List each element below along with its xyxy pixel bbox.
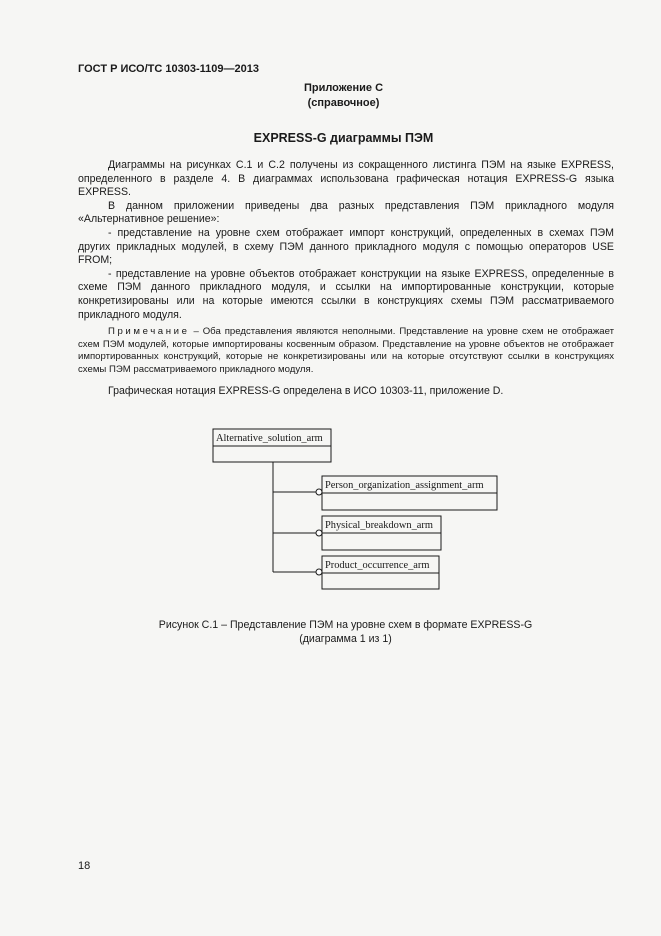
schema-box-imported [273, 476, 497, 510]
schema-label: Physical_breakdown_arm [325, 520, 433, 531]
paragraph: В данном приложении приведены два разных представления ПЭМ прикладного модуля «Альтернативное решение»: [78, 199, 614, 226]
use-from-circle-icon [316, 530, 322, 536]
note-label: Примечание [108, 326, 190, 337]
caption-line: (диаграмма 1 из 1) [299, 632, 392, 645]
standard-header: ГОСТ Р ИСО/ТС 10303-1109—2013 [78, 63, 259, 75]
annex-status: (справочное) [307, 97, 380, 109]
schema-box-imported [273, 516, 441, 550]
note-text: – Оба представления являются неполными. Представление на уровне схем не отображает схем ПЭМ модулей, которые импортированы косвенным образом. Представление на уровне объектов не отображает импортированных конструкций, которые не конкретизированы или на которые отсутствуют ссылки в конструкциях схемы ПЭМ рассматриваемого прикладного модуля. [78, 326, 614, 376]
schema-box-imported [273, 556, 439, 589]
figure-caption [0, 619, 661, 646]
paragraph: - представление на уровне схем отображает импорт конструкций, определенных в схемах ПЭМ других прикладных модулей, в схему ПЭМ данного прикладного модуля с помощью операторов USE FROM; [78, 226, 614, 267]
annex-name: Приложение С [303, 82, 384, 94]
paragraph: Диаграммы на рисунках С.1 и С.2 получены из сокращенного листинга ПЭМ на языке EXPRESS, определенного в разделе 4. В диаграммах использована графическая нотация EXPRESS-G языка EXPRESS. [78, 159, 614, 199]
use-from-circle-icon [316, 489, 322, 495]
schema-label: Alternative_solution_arm [216, 433, 323, 444]
schema-label: Product_occurrence_arm [325, 560, 430, 571]
use-from-circle-icon [316, 569, 322, 575]
schema-box-main [213, 429, 331, 462]
graphic-notation-reference: Графическая нотация EXPRESS-G определена в ИСО 10303-11, приложение D. [108, 385, 504, 397]
page-number: 18 [78, 860, 91, 872]
paragraph: - представление на уровне объектов отображает конструкции на языке EXPRESS, определенные в схеме ПЭМ данного прикладного модуля, и ссылки на импортированные конструкции, которые конкретизированы или на которые имеются ссылки в конструкциях схемы ПЭМ рассматриваемого прикладного модуля. [78, 267, 614, 321]
schema-label: Person_organization_assignment_arm [325, 480, 484, 491]
section-title-text: EXPRESS-G диаграммы ПЭМ [253, 131, 434, 145]
caption-line: Рисунок С.1 – Представление ПЭМ на уровне схем в формате EXPRESS-G [158, 619, 533, 631]
